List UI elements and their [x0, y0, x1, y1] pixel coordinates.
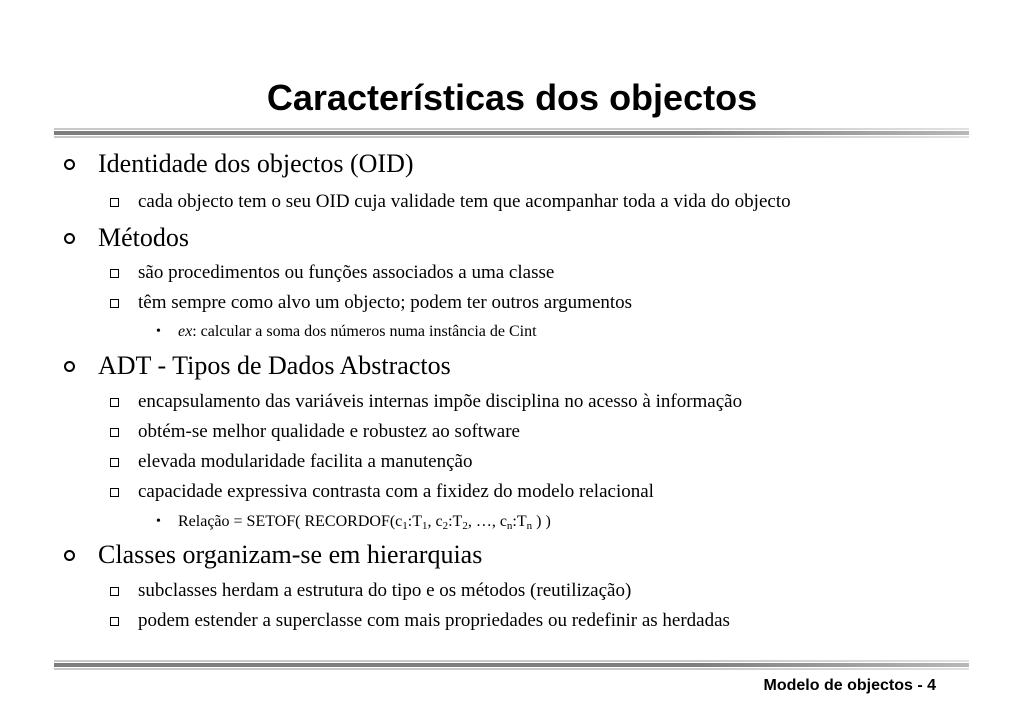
square-bullet-icon	[110, 428, 119, 437]
formula-subscript: 2	[462, 520, 468, 532]
bullet-label: Métodos	[98, 223, 189, 252]
square-bullet-icon	[110, 488, 119, 497]
bullet-label: Classes organizam-se em hierarquias	[98, 540, 483, 569]
formula-part: Relação = SETOF( RECORDOF(c	[178, 513, 403, 530]
sub-bullet-text: cada objecto tem o seu OID cuja validade tem que acompanhar toda a vida do objecto	[138, 191, 791, 212]
circle-bullet-icon	[64, 233, 75, 244]
top-divider	[54, 128, 969, 138]
square-bullet-icon	[110, 299, 119, 308]
formula-part: , …, c	[467, 513, 507, 530]
example-body: : calcular a soma dos números numa instância de Cint	[192, 323, 537, 340]
example-text	[178, 322, 537, 342]
sub-bullet-text: encapsulamento das variáveis internas impõe disciplina no acesso à informação	[138, 391, 743, 412]
dot-bullet-icon: •	[156, 324, 161, 339]
sub-bullet-text: podem estender a superclasse com mais propriedades ou redefinir as herdadas	[138, 610, 730, 631]
sub-bullet-text: têm sempre como alvo um objecto; podem ter outros argumentos	[138, 292, 633, 313]
bullet-label: Identidade dos objectos (OID)	[98, 149, 414, 178]
formula-subscript: 1	[421, 520, 428, 532]
sub-bullet-text: subclasses herdam a estrutura do tipo e os métodos (reutilização)	[138, 580, 632, 601]
sub-bullet-text: são procedimentos ou funções associados a uma classe	[138, 262, 555, 283]
square-bullet-icon	[110, 617, 119, 626]
square-bullet-icon	[110, 198, 119, 207]
formula-part: :T	[512, 513, 527, 530]
sub-bullet-text: capacidade expressiva contrasta com a fixidez do modelo relacional	[138, 481, 654, 502]
square-bullet-icon	[110, 269, 119, 278]
slide-title: Características dos objectos	[266, 77, 758, 118]
formula-subscript: n	[506, 520, 513, 532]
formula-part: ) )	[532, 513, 551, 530]
formula-subscript: 1	[402, 520, 408, 532]
sub-bullet-text: obtém-se melhor qualidade e robustez ao software	[138, 421, 520, 442]
formula-part: :T	[407, 513, 422, 530]
slide-footer: Modelo de objectos - 4	[763, 677, 936, 694]
formula-subscript: n	[526, 520, 533, 532]
circle-bullet-icon	[64, 159, 75, 170]
circle-bullet-icon	[64, 550, 75, 561]
formula-subscript: 2	[442, 520, 449, 532]
formula-text	[178, 512, 551, 532]
formula-part: :T	[448, 513, 463, 530]
bullet-label: ADT - Tipos de Dados Abstractos	[98, 351, 451, 380]
sub-bullet-text: elevada modularidade facilita a manutenção	[138, 451, 473, 472]
square-bullet-icon	[110, 398, 119, 407]
formula-part: , c	[427, 513, 443, 530]
circle-bullet-icon	[64, 361, 75, 372]
bottom-divider	[54, 660, 969, 670]
square-bullet-icon	[110, 587, 119, 596]
dot-bullet-icon: •	[156, 514, 161, 529]
example-prefix: ex	[178, 323, 193, 340]
square-bullet-icon	[110, 458, 119, 467]
